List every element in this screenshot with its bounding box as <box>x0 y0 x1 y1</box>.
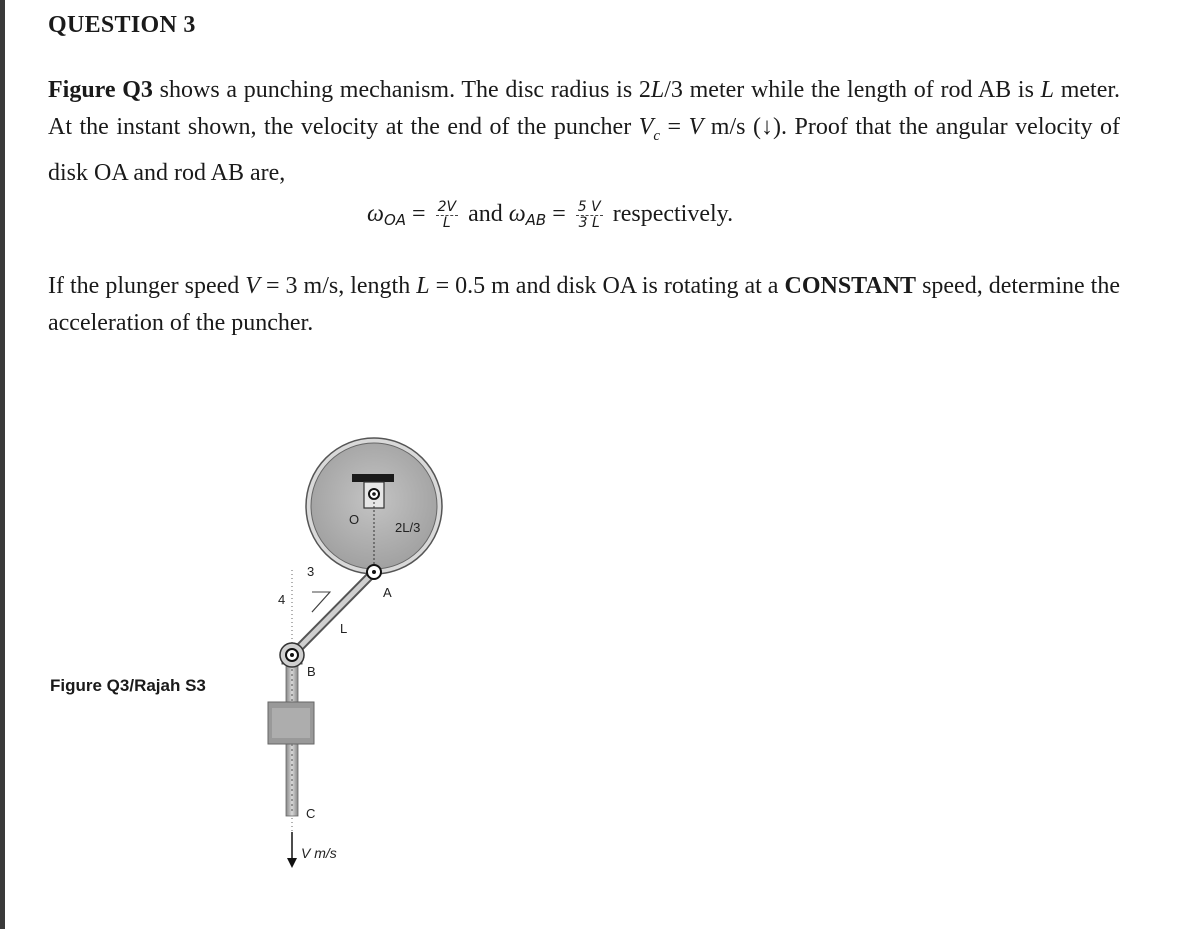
text-run: L <box>416 273 430 299</box>
omega-symbol: ω <box>508 201 526 228</box>
conjunction: and <box>462 201 509 228</box>
text-run: /3 meter while the length of rod AB is <box>664 77 1041 103</box>
label-a: A <box>383 585 392 600</box>
label-radius: 2L/3 <box>395 520 421 535</box>
equals: = <box>546 201 572 228</box>
task-statement <box>48 268 1120 342</box>
label-l: L <box>340 621 348 636</box>
fraction-ab <box>576 200 603 231</box>
text-run: L <box>650 77 665 103</box>
text-run: = 0.5 m and disk OA is rotating at a <box>429 273 785 299</box>
denominator: L <box>442 215 451 231</box>
label-3: 3 <box>307 564 315 579</box>
text-run: V <box>688 114 704 140</box>
text-run: L <box>1040 77 1054 103</box>
label-c: C <box>306 806 316 821</box>
text-run: V <box>245 273 260 299</box>
text-run: = 3 m/s, length <box>259 273 417 299</box>
equals: = <box>406 201 432 228</box>
problem-statement <box>48 72 1120 192</box>
punching-mechanism-figure <box>230 420 460 880</box>
rod-ab-highlight <box>292 572 374 655</box>
omega-symbol: ω <box>367 201 384 228</box>
pin-b-center <box>290 653 294 657</box>
numerator: 5 V <box>577 199 601 215</box>
left-border <box>0 0 5 929</box>
text-run: speed, determine the acceleration of the puncher. <box>48 273 1121 336</box>
figure-caption: Figure Q3/Rajah S3 <box>50 676 206 695</box>
text-run: If the plunger speed <box>48 273 246 299</box>
fraction-oa <box>436 200 458 231</box>
denominator: 3 L <box>578 215 600 231</box>
label-o: O <box>349 512 360 527</box>
text-run: V <box>638 114 654 140</box>
guide-block-face <box>272 708 310 738</box>
pin-a-center <box>372 570 376 574</box>
label-b: B <box>307 664 316 679</box>
angular-velocity-formula <box>367 200 733 250</box>
subscript: OA <box>383 211 407 230</box>
text-run: respectively. <box>606 201 734 228</box>
subscript: AB <box>525 211 547 230</box>
text-run: meter. At the instant shown, the velocity at the end of the puncher <box>48 77 1121 140</box>
text-run: shows a punching mechanism. The disc radius is 2 <box>152 77 651 103</box>
text-run: = <box>660 114 689 140</box>
slope-hypotenuse <box>312 592 330 612</box>
figure-reference: Figure Q3 <box>48 77 153 103</box>
text-run: m/s (↓). Proof that the angular velocity of disk OA and rod AB are, <box>48 114 1120 186</box>
emphasis: CONSTANT <box>784 273 917 299</box>
support-bracket <box>352 474 394 482</box>
label-speed: V m/s <box>301 845 337 861</box>
question-heading: QUESTION 3 <box>48 12 196 38</box>
text-run: c <box>653 127 661 144</box>
velocity-arrowhead <box>287 858 297 868</box>
numerator: 2V <box>437 199 457 215</box>
label-4: 4 <box>278 592 286 607</box>
